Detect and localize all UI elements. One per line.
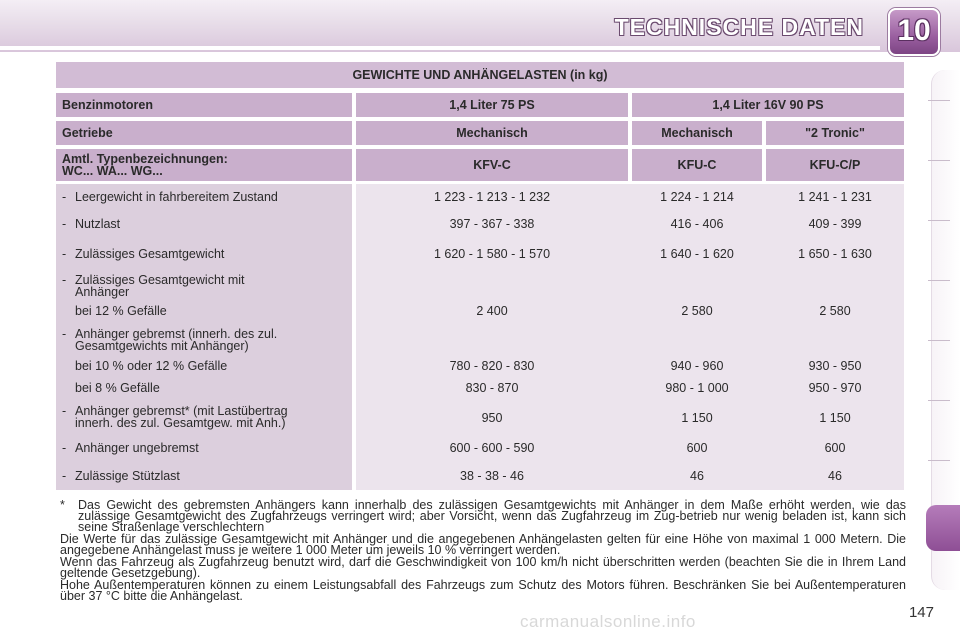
row-label: Zulässige Stützlast	[75, 469, 180, 483]
row-label-cont: Gesamtgewichts mit Anhänger)	[75, 339, 249, 353]
type-col3: KFU-C/P	[766, 149, 904, 181]
row-value-col1: 397 - 367 - 338	[449, 217, 535, 231]
row-label: Anhänger gebremst* (mit Lastübertrag	[75, 404, 288, 418]
chapter-badge	[888, 8, 940, 56]
row-value-col2: 46	[690, 469, 704, 483]
row-dash: -	[62, 441, 67, 455]
row-value-col1: 600 - 600 - 590	[449, 441, 535, 455]
gearbox-label: Getriebe	[56, 121, 352, 145]
note-speed: Wenn das Fahrzeug als Zugfahrzeug benutzt wird, darf die Geschwindigkeit von 100 km/h nicht überschritten werden (beachten Sie die in Ihrem Land geltende Gesetzgebung).	[60, 555, 906, 581]
row-dash: -	[62, 273, 67, 287]
type-col2: KFU-C	[632, 149, 762, 181]
row-value-col2: 600	[686, 441, 708, 455]
type-label-line2: WC... WA... WG...	[62, 164, 163, 178]
row-value-col1: 780 - 820 - 830	[449, 359, 535, 373]
table-title: GEWICHTE UND ANHÄNGELASTEN (in kg)	[352, 68, 608, 82]
row-value-col3: 950 - 970	[808, 381, 862, 395]
gearbox-col1: Mechanisch	[356, 121, 628, 145]
row-value-col1: 950	[481, 411, 503, 425]
row-label: Anhänger gebremst (innerh. des zul.	[75, 327, 278, 341]
row-label-cont: Anhänger	[75, 285, 130, 299]
row-label: Zulässiges Gesamtgewicht	[75, 247, 225, 261]
chapter-tab[interactable]	[928, 160, 950, 161]
gearbox-col3: "2 Tronic"	[766, 121, 904, 145]
watermark: carmanualsonline.info	[520, 612, 696, 631]
row-value-col3: 409 - 399	[808, 217, 862, 231]
row-value-col1: 1 223 - 1 213 - 1 232	[433, 190, 551, 204]
row-label-cont: innerh. des zul. Gesamtgew. mit Anh.)	[75, 416, 286, 430]
row-value-col1: 38 - 38 - 46	[460, 469, 524, 483]
row-value-col2: 940 - 960	[670, 359, 724, 373]
chapter-number: 10	[897, 14, 931, 47]
row-value-col3: 600	[824, 441, 846, 455]
engine-col23: 1,4 Liter 16V 90 PS	[632, 93, 904, 117]
row-value-col3: 46	[828, 469, 842, 483]
footnote-marker: *	[60, 498, 65, 512]
chapter-tab[interactable]	[928, 340, 950, 341]
row-value-col2: 2 580	[681, 304, 713, 318]
row-value-col3: 1 650 - 1 630	[798, 247, 872, 261]
page-title: TECHNISCHE DATEN	[614, 14, 864, 40]
row-value-col2: 1 224 - 1 214	[660, 190, 734, 204]
row-dash: -	[62, 247, 67, 261]
row-value-col2: 416 - 406	[670, 217, 724, 231]
type-label	[56, 149, 352, 181]
row-value-col2: 1 150	[681, 411, 713, 425]
footnote-text: Das Gewicht des gebremsten Anhängers kann innerhalb des zulässigen Gesamtgewichts mit Anhänger in dem Maße erhöht werden, wie das zulässige Gesamtgewicht des Zugfahrzeugs verringert wird; aber Vorsicht, wenn das Zugfahrzeug im Zug-betrieb nur wenig beladen ist, kann sich seine Straßenlage verschlechtern	[78, 498, 906, 535]
row-value-col3: 1 150	[819, 411, 851, 425]
type-label-line1: Amtl. Typenbezeichnungen:	[62, 152, 228, 166]
note-altitude: Die Werte für das zulässige Gesamtgewicht mit Anhänger und die angegebenen Anhängelasten gelten für eine Höhe von maximal 1 000 Metern. Die angegebene Anhängelast muss je weitere 1 000 Meter um jeweils 10 % verringert werden.	[60, 532, 906, 558]
type-row	[56, 149, 904, 181]
row-value-col1: 1 620 - 1 580 - 1 570	[433, 247, 551, 261]
row-label: Nutzlast	[75, 217, 121, 231]
row-dash: -	[62, 217, 67, 231]
row-value-col2: 980 - 1 000	[665, 381, 729, 395]
row-dash: -	[62, 327, 67, 341]
row-dash: -	[62, 190, 67, 204]
chapter-tab[interactable]	[928, 460, 950, 461]
gearbox-col2: Mechanisch	[632, 121, 762, 145]
chapter-tab[interactable]	[928, 220, 950, 221]
row-label: Anhänger ungebremst	[75, 441, 199, 455]
note-temperature: Hohe Außentemperaturen können zu einem Leistungsabfall des Fahrzeugs zum Schutz des Motors führen. Beschränken Sie bei Außentemperaturen über 37 °C bitte die Anhängelast.	[60, 578, 906, 604]
row-value-col3: 1 241 - 1 231	[798, 190, 872, 204]
chapter-tab[interactable]	[928, 400, 950, 401]
row-label: bei 12 % Gefälle	[75, 304, 167, 318]
chapter-tab[interactable]	[928, 100, 950, 101]
row-dash: -	[62, 469, 67, 483]
page-number: 147	[908, 604, 934, 621]
row-value-col1: 830 - 870	[465, 381, 519, 395]
engine-row	[56, 93, 904, 117]
table-title-row	[56, 62, 904, 88]
row-value-col1: 2 400	[476, 304, 508, 318]
header-divider	[0, 46, 880, 50]
row-value-col3: 2 580	[819, 304, 851, 318]
engine-col1: 1,4 Liter 75 PS	[356, 93, 628, 117]
row-label: bei 8 % Gefälle	[75, 381, 160, 395]
chapter-tab[interactable]	[928, 280, 950, 281]
type-col1: KFV-C	[356, 149, 628, 181]
row-value-col2: 1 640 - 1 620	[660, 247, 734, 261]
row-label: Leergewicht in fahrbereitem Zustand	[75, 190, 278, 204]
chapter-tab-active[interactable]	[926, 505, 960, 551]
row-value-col3: 930 - 950	[808, 359, 862, 373]
row-label: Zulässiges Gesamtgewicht mit	[75, 273, 245, 287]
row-dash: -	[62, 404, 67, 418]
engine-label: Benzinmotoren	[56, 93, 352, 117]
row-label: bei 10 % oder 12 % Gefälle	[75, 359, 228, 373]
gearbox-row	[56, 121, 904, 145]
